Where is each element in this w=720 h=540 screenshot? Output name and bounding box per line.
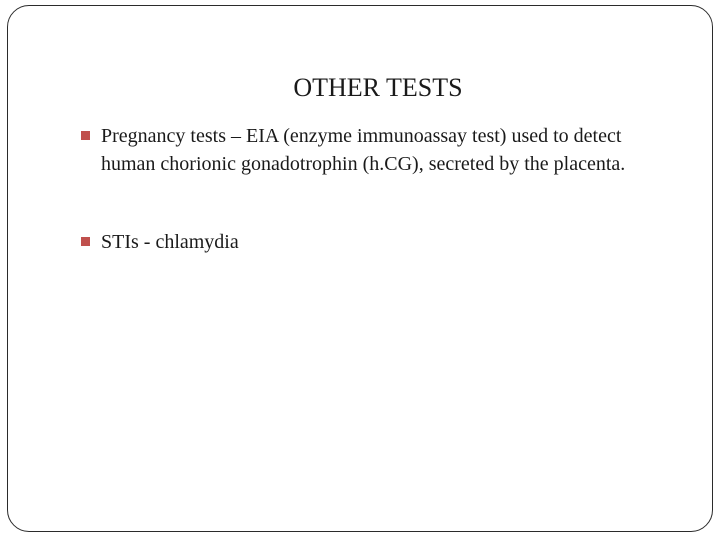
square-bullet-icon <box>81 237 90 246</box>
bullet-text: STIs - chlamydia <box>101 231 239 253</box>
bullet-item-pregnancy-tests <box>78 122 678 178</box>
square-bullet-icon <box>81 131 90 140</box>
slide-title: OTHER TESTS <box>293 73 463 102</box>
bullet-text: Pregnancy tests – EIA (enzyme immunoassay test) used to detect human chorionic gonadotrophin (h.CG), secreted by the placenta. <box>101 125 626 175</box>
bullet-item-stis <box>78 228 678 256</box>
bullet-list <box>78 122 678 256</box>
